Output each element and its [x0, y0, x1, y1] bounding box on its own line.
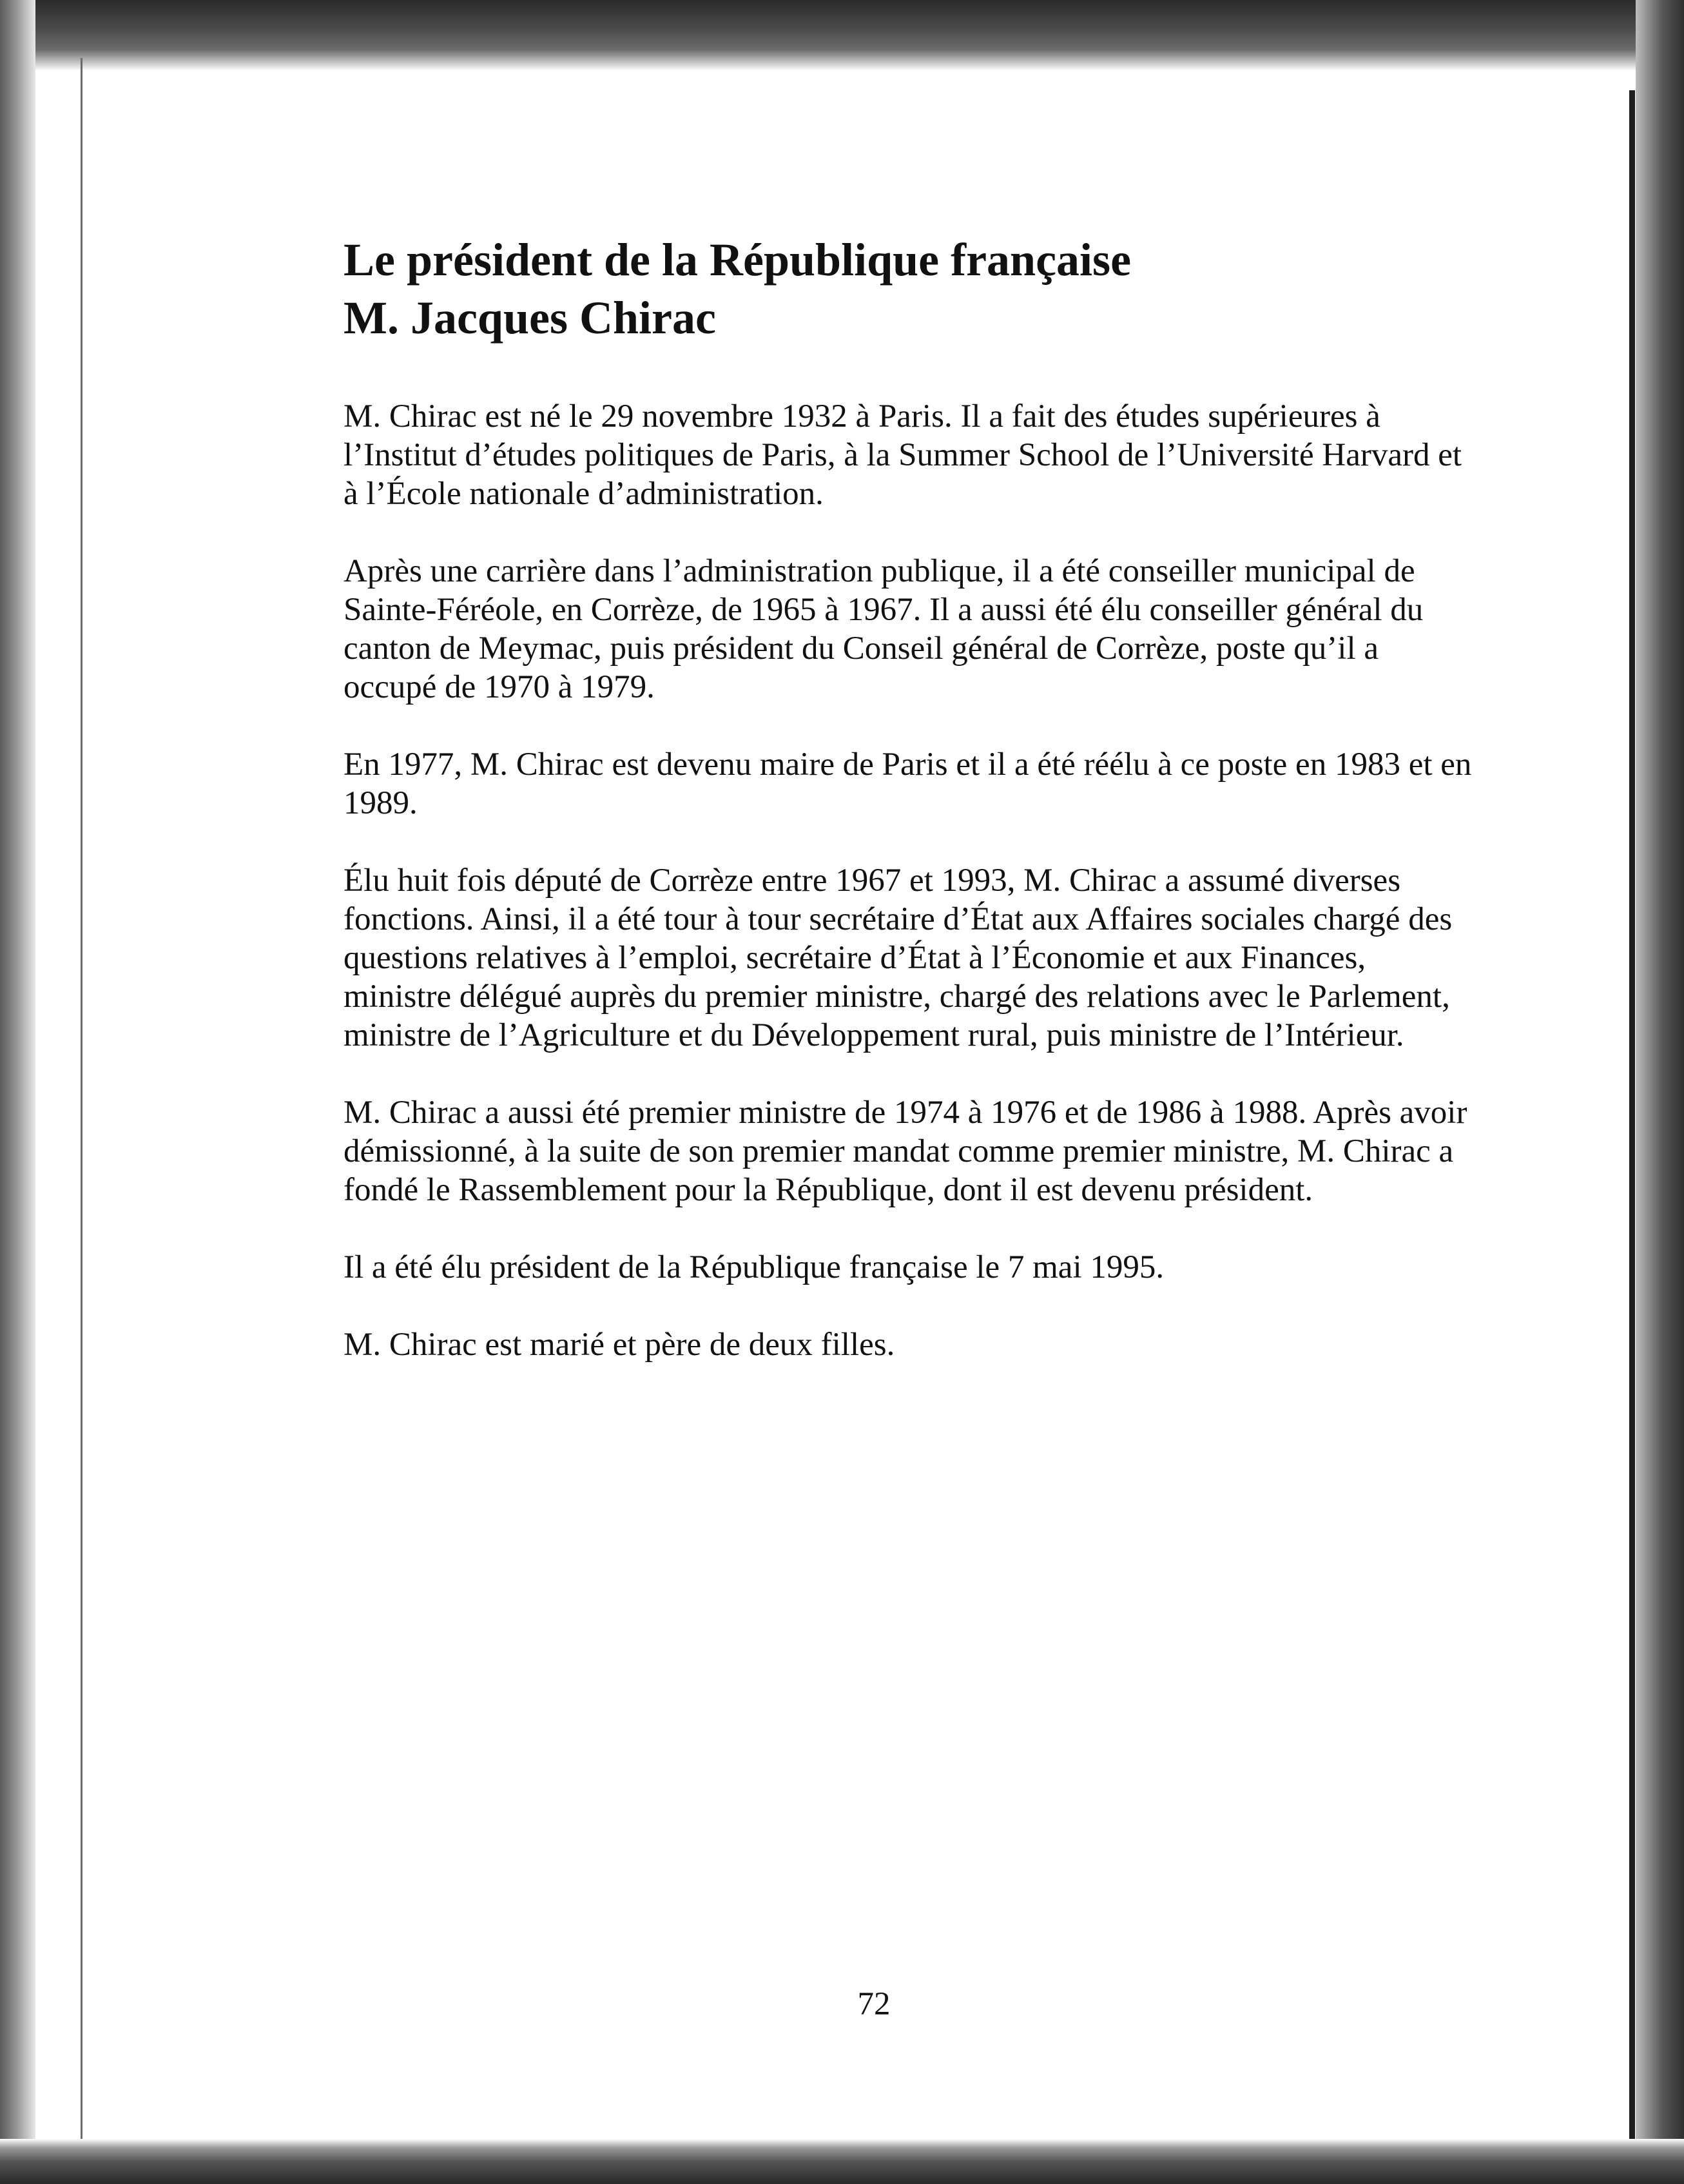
title-line-1: Le président de la République française — [344, 234, 1132, 286]
scan-page-edge-line — [1629, 90, 1635, 2153]
page-number: 72 — [857, 1986, 891, 2022]
scan-border-right — [1636, 0, 1684, 2184]
paragraph-birth-education: M. Chirac est né le 29 novembre 1932 à Paris. Il a fait des études supérieures à l’Institut d’études politiques de Paris, à la Summer School de l’Université Harvard et à l’École nationale d’administration. — [344, 398, 1462, 512]
scan-border-left — [0, 0, 35, 2184]
paragraph-early-career: Après une carrière dans l’administration publique, il a été conseiller municipal de Sainte-Féréole, en Corrèze, de 1965 à 1967. Il a aussi été élu conseiller général du canton de Meymac, puis président du Conseil général de Corrèze, poste qu’il a occupé de 1970 à 1979. — [344, 553, 1424, 705]
page-title — [344, 231, 1478, 347]
paragraph-family: M. Chirac est marié et père de deux filles. — [344, 1327, 895, 1363]
paragraph-prime-minister: M. Chirac a aussi été premier ministre de 1974 à 1976 et de 1986 à 1988. Après avoir démissionné, à la suite de son premier mandat comme premier ministre, M. Chirac a fondé le Rassemblement pour la République, dont il est devenu président. — [344, 1095, 1467, 1208]
scan-border-bottom — [0, 2139, 1684, 2184]
paragraph-presidency: Il a été élu président de la République française le 7 mai 1995. — [344, 1249, 1165, 1285]
scan-border-top — [0, 0, 1684, 71]
scan-binding-line — [81, 58, 82, 2140]
paragraph-deputy-functions: Élu huit fois député de Corrèze entre 1967 et 1993, M. Chirac a assumé diverses fonctions. Ainsi, il a été tour à tour secrétaire d’État aux Affaires sociales chargé des questions relatives à l’emploi, secrétaire d’État à l’Économie et aux Finances, ministre délégué auprès du premier ministre, chargé des relations avec le Parlement, ministre de l’Agriculture et du Développement rural, puis ministre de l’Intérieur. — [344, 863, 1453, 1053]
title-line-2: M. Jacques Chirac — [344, 292, 716, 344]
document-page — [344, 231, 1478, 1403]
paragraph-mayor: En 1977, M. Chirac est devenu maire de Paris et il a été réélu à ce poste en 1983 et en 1989. — [344, 746, 1472, 821]
